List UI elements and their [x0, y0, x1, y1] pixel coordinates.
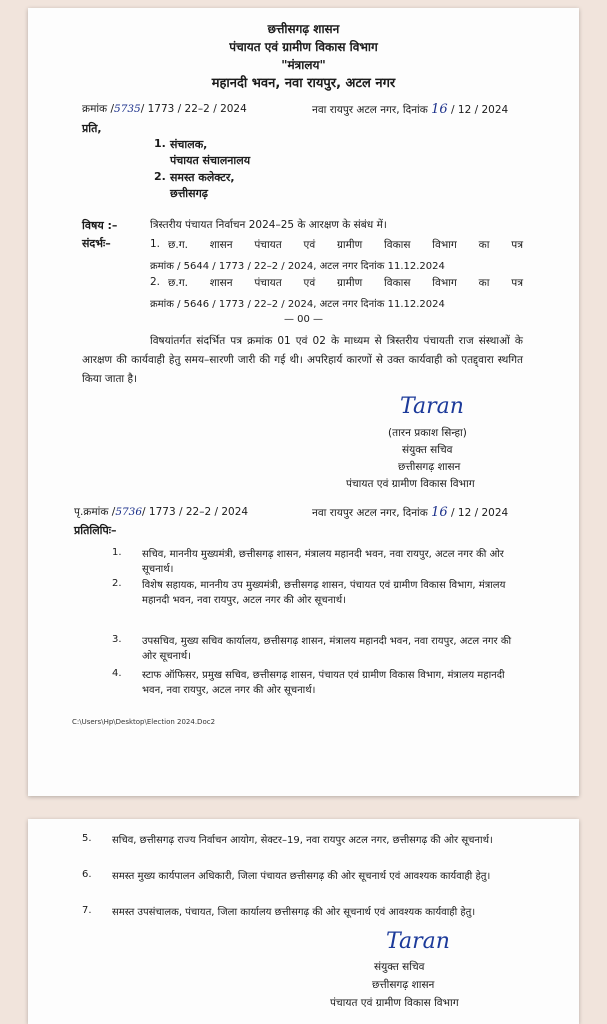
handwritten-date: 16: [431, 505, 448, 520]
file-path: C:\Users\Hp\Desktop\Election 2024.Doc2: [72, 718, 216, 726]
copy-item-num: 6.: [82, 869, 92, 880]
to-label: प्रति,: [82, 122, 102, 135]
subject-text: त्रिस्तरीय पंचायत निर्वाचन 2024–25 के आरक्षण के संबंध में।: [150, 219, 387, 231]
letter-reference: क्रमांक /5735/ 1773 / 22–2 / 2024: [82, 103, 247, 115]
signatory-name: (तारन प्रकाश सिन्हा): [388, 427, 467, 439]
copy-item: समस्त उपसंचालक, पंचायत, जिला कार्यालय छत्तीसगढ़ की ओर सूचनार्थ एवं आवश्यक कार्यवाही हेतु।: [112, 907, 476, 918]
copy-item-num: 2.: [112, 578, 122, 589]
signature-image: Taran: [386, 929, 450, 954]
signatory-designation: संयुक्त सचिव: [402, 444, 453, 456]
copy-item: स्टाफ ऑफिसर, प्रमुख सचिव, छत्तीसगढ़ शासन, पंचायत एवं ग्रामीण विकास विभाग, मंत्रालय महानदी भवन, नवा रायपुर, अटल नगर की ओर सूचनार्थ।: [142, 670, 505, 696]
signatory-org: छत्तीसगढ़ शासन: [372, 979, 435, 991]
document-page-1: [28, 8, 579, 796]
copy-item-num: 5.: [82, 833, 92, 844]
copy-item-num: 4.: [112, 668, 122, 679]
separator: — 00 —: [283, 314, 324, 325]
copy-item-num: 1.: [112, 547, 122, 558]
signatory-org: पंचायत एवं ग्रामीण विकास विभाग: [330, 997, 459, 1009]
reference-line: छ.ग. शासन पंचायत एवं ग्रामीण विकास विभाग का पत्र: [168, 239, 523, 251]
recipient-line: समस्त कलेक्टर,: [170, 171, 235, 184]
recipient-line: संचालक,: [170, 138, 208, 151]
copy-label: प्रतिलिपिः–: [74, 524, 117, 537]
handwritten-number: 5736: [115, 506, 143, 518]
document-page-2: [28, 819, 579, 1024]
copy-item: उपसचिव, मुख्य सचिव कार्यालय, छत्तीसगढ़ शासन, मंत्रालय महानदी भवन, नवा रायपुर, अटल नगर की ओर सूचनार्थ।: [142, 636, 512, 662]
recipient-num: 2.: [154, 170, 166, 183]
endorsement-reference: पृ.क्रमांक /5736/ 1773 / 22–2 / 2024: [74, 506, 249, 518]
copy-item: सचिव, माननीय मुख्यमंत्री, छत्तीसगढ़ शासन, मंत्रालय महानदी भवन, नवा रायपुर, अटल नगर की ओर सूचनार्थ।: [142, 549, 504, 575]
signatory-org: छत्तीसगढ़ शासन: [398, 461, 461, 473]
signatory-org: पंचायत एवं ग्रामीण विकास विभाग: [346, 478, 475, 490]
reference-line: छ.ग. शासन पंचायत एवं ग्रामीण विकास विभाग का पत्र: [168, 277, 523, 289]
subject-label: विषय :–: [82, 219, 118, 232]
endorsement-date: नवा रायपुर अटल नगर, दिनांक 16 / 12 / 2024: [312, 505, 509, 520]
recipient-num: 1.: [154, 137, 166, 150]
signatory-designation: संयुक्त सचिव: [374, 961, 425, 973]
signature-image: Taran: [400, 394, 464, 419]
reference-line: क्रमांक / 5646 / 1773 / 22–2 / 2024, अटल नगर दिनांक 11.12.2024: [150, 299, 445, 310]
reference-num: 2.: [150, 276, 161, 288]
copy-item-num: 7.: [82, 905, 92, 916]
letter-body: विषयांतर्गत संदर्भित पत्र क्रमांक 01 एवं 02 के माध्यम से त्रिस्तरीय पंचायती राज संस्थाओं के आरक्षण की कार्यवाही हेतु समय–सारणी जारी की गई थी। अपरिहार्य कारणों से उक्त कार्यवाही को एतद्द्वारा स्थगित किया जाता है।: [82, 335, 523, 385]
letter-date: नवा रायपुर अटल नगर, दिनांक 16 / 12 / 2024: [312, 102, 509, 117]
header-department: पंचायत एवं ग्रामीण विकास विभाग: [229, 40, 378, 54]
handwritten-number: 5735: [114, 103, 141, 115]
copy-item: विशेष सहायक, माननीय उप मुख्यमंत्री, छत्तीसगढ़ शासन, पंचायत एवं ग्रामीण विकास विभाग, मंत्रालय महानदी भवन, नवा रायपुर, अटल नगर की ओर सूचनार्थ।: [142, 580, 506, 606]
copy-item-num: 3.: [112, 634, 122, 645]
recipient-line: छत्तीसगढ़: [170, 187, 208, 200]
reference-line: क्रमांक / 5644 / 1773 / 22–2 / 2024, अटल नगर दिनांक 11.12.2024: [150, 261, 445, 272]
header-mantralaya: "मंत्रालय": [281, 58, 326, 72]
copy-item: समस्त मुख्य कार्यपालन अधिकारी, जिला पंचायत छत्तीसगढ़ की ओर सूचनार्थ एवं आवश्यक कार्यवाही हेतु।: [112, 871, 491, 882]
handwritten-date: 16: [431, 102, 448, 117]
reference-num: 1.: [150, 238, 161, 250]
header-government: छत्तीसगढ़ शासन: [267, 22, 340, 36]
reference-label: संदर्भः–: [82, 237, 111, 250]
header-address: महानदी भवन, नवा रायपुर, अटल नगर: [211, 76, 396, 91]
copy-item: सचिव, छत्तीसगढ़ राज्य निर्वाचन आयोग, सेक्टर–19, नवा रायपुर अटल नगर, छत्तीसगढ़ की ओर सूचनार्थ।: [112, 835, 493, 846]
recipient-line: पंचायत संचालनालय: [170, 154, 251, 167]
